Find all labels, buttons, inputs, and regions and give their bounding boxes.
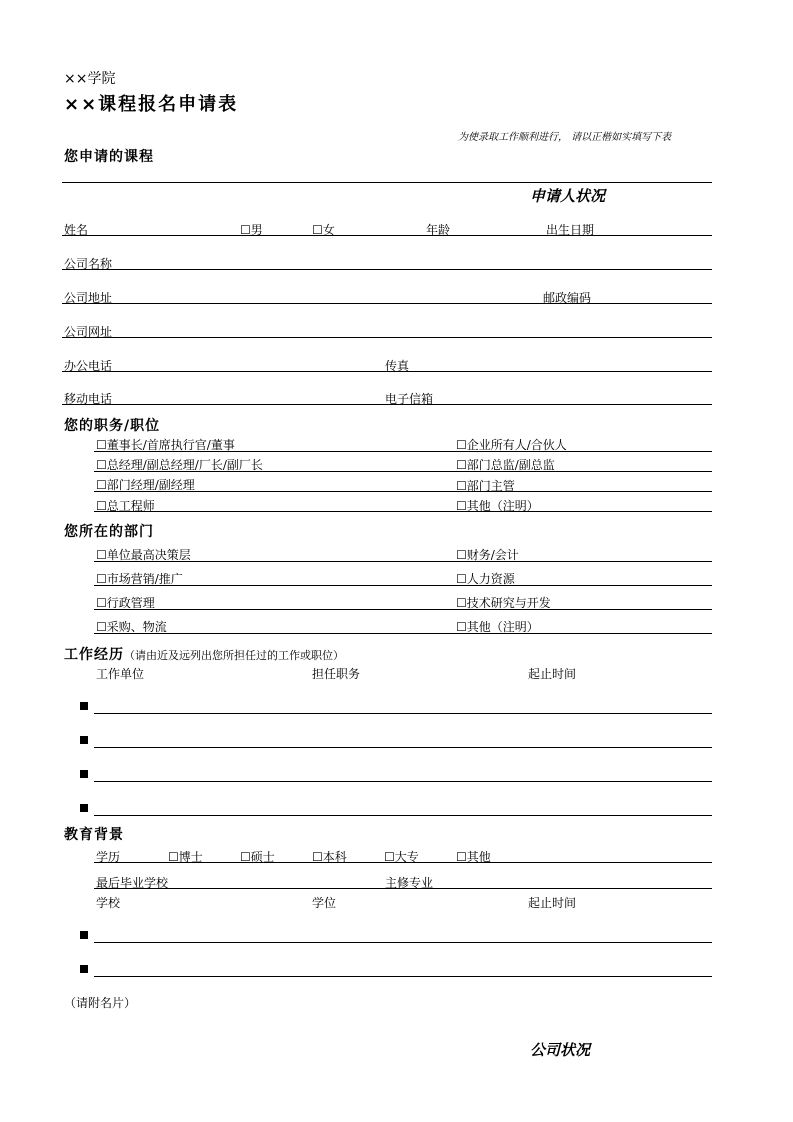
name-label: 姓名 (64, 223, 89, 237)
mobile-line[interactable] (62, 404, 712, 405)
last-school-line[interactable] (94, 888, 712, 889)
major-label: 主修专业 (385, 876, 434, 890)
company-section-title: 公司状况 (530, 1041, 591, 1059)
edu-col-period: 起止时间 (528, 896, 577, 910)
name-row-line[interactable] (62, 235, 712, 236)
birth-date-label: 出生日期 (546, 223, 595, 237)
age-label: 年龄 (426, 223, 451, 237)
email-label: 电子信箱 (385, 392, 434, 406)
degree-option[interactable]: ☐ 大专 (384, 848, 419, 865)
department-option[interactable]: ☐ 财务/会计 (456, 546, 519, 563)
work-entry-line[interactable] (94, 713, 712, 714)
position-option[interactable]: ☐ 部门经理/副经理 (96, 476, 195, 493)
applicant-section-title: 申请人状况 (530, 187, 606, 205)
company-name-line[interactable] (62, 269, 712, 270)
position-option[interactable]: ☐ 总工程师 (96, 497, 155, 514)
mobile-label: 移动电话 (64, 392, 113, 406)
bullet-icon (80, 736, 88, 744)
department-option[interactable]: ☐ 行政管理 (96, 594, 155, 611)
position-title: 您的职务/职位 (64, 418, 161, 434)
male-label: 男 (250, 223, 263, 237)
course-line (62, 182, 712, 183)
work-col-unit: 工作单位 (96, 667, 145, 681)
company-website-label: 公司网址 (64, 325, 113, 339)
edu-col-school: 学校 (96, 896, 121, 910)
position-option[interactable]: ☐ 总经理/副总经理/厂长/副厂长 (96, 456, 263, 473)
edu-col-degree: 学位 (312, 896, 337, 910)
college-name: ××学院 (64, 71, 116, 87)
department-option[interactable]: ☐ 市场营销/推广 (96, 570, 183, 587)
education-entry-line[interactable] (94, 942, 712, 943)
form-title: ××课程报名申请表 (64, 94, 239, 115)
work-col-position: 担任职务 (312, 667, 361, 681)
fax-label: 传真 (385, 359, 410, 373)
department-option[interactable]: ☐ 人力资源 (456, 570, 515, 587)
card-note: （请附名片） (64, 996, 137, 1010)
position-option[interactable]: ☐ 其他（注明） (456, 497, 539, 514)
work-title: 工作经历 (64, 647, 124, 663)
position-option[interactable]: ☐ 部门主管 (456, 477, 515, 494)
female-label: 女 (322, 223, 335, 237)
bullet-icon (80, 804, 88, 812)
degree-label: 学历 (96, 850, 121, 864)
course-heading: 您申请的课程 (64, 149, 154, 165)
education-entry-line[interactable] (94, 976, 712, 977)
degree-option[interactable]: ☐ 硕士 (240, 848, 275, 865)
last-school-label: 最后毕业学校 (96, 876, 169, 890)
degree-option[interactable]: ☐ 博士 (168, 848, 203, 865)
work-subtitle: （请由近及远列出您所担任过的工作或职位） (124, 649, 344, 662)
office-phone-line[interactable] (62, 371, 712, 372)
work-heading (64, 644, 344, 664)
position-option[interactable]: ☐ 部门总监/副总监 (456, 456, 555, 473)
work-col-period: 起止时间 (528, 667, 577, 681)
position-option[interactable]: ☐ 企业所有人/合伙人 (456, 436, 567, 453)
position-option[interactable]: ☐ 董事长/首席执行官/董事 (96, 436, 235, 453)
department-option[interactable]: ☐ 其他（注明） (456, 618, 539, 635)
postal-code-label: 邮政编码 (543, 291, 592, 305)
bullet-icon (80, 965, 88, 973)
work-entry-line[interactable] (94, 781, 712, 782)
work-entry-line[interactable] (94, 747, 712, 748)
company-address-label: 公司地址 (64, 291, 113, 305)
form-note: 为使录取工作顺利进行， 请以正楷如实填写下表 (458, 132, 672, 143)
work-entry-line[interactable] (94, 815, 712, 816)
degree-option[interactable]: ☐ 其他 (456, 848, 491, 865)
bullet-icon (80, 702, 88, 710)
company-name-label: 公司名称 (64, 257, 113, 271)
department-option[interactable]: ☐ 技术研究与开发 (456, 594, 551, 611)
department-title: 您所在的部门 (64, 524, 154, 540)
degree-option[interactable]: ☐ 本科 (312, 848, 347, 865)
office-phone-label: 办公电话 (64, 359, 113, 373)
department-option[interactable]: ☐ 单位最高决策层 (96, 546, 191, 563)
company-website-line[interactable] (62, 337, 712, 338)
company-address-line[interactable] (62, 303, 712, 304)
bullet-icon (80, 770, 88, 778)
bullet-icon (80, 931, 88, 939)
education-title: 教育背景 (64, 827, 124, 843)
department-option[interactable]: ☐ 采购、物流 (96, 618, 167, 635)
